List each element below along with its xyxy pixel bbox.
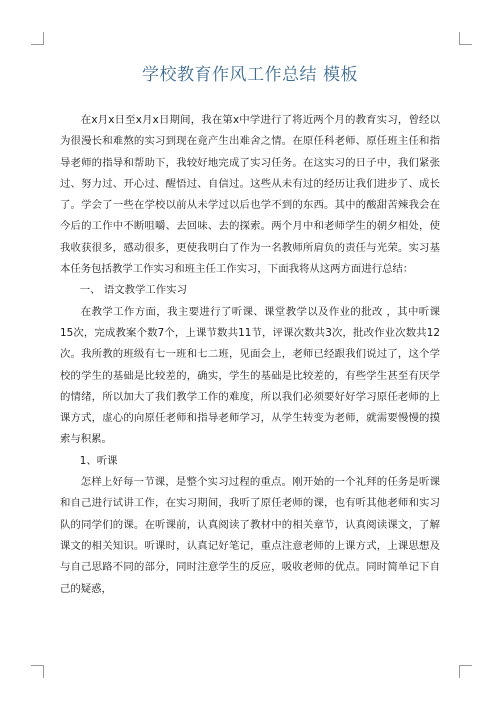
- crop-mark-bottom-right: [459, 665, 472, 678]
- crop-mark-bottom-left: [31, 665, 44, 678]
- lesson-observation-paragraph: 怎样上好每一节课，是整个实习过程的重点。刚开始的一个礼拜的任务是听课和自己进行试讲工作，在实习期间，我听了原任老师的课，也有听其他老师和实习队的同学们的课。在听课前，认真阅读了教材中的相关章节，认真阅读课文，了解课文的相关知识。听课时，认真记好笔记，重点注意老师的上课方式，上课思想及与自己思路不同的部分，同时注意学生的反应，吸收老师的优点。同时简单记下自己的疑惑，: [60, 476, 440, 595]
- section-heading-chinese-teaching: 一、 语文教学工作实习: [79, 284, 187, 297]
- subsection-heading-lesson-observation: 1、听课: [79, 454, 118, 467]
- document-title: 学校教育作风工作总结 模板: [142, 65, 358, 85]
- teaching-work-paragraph: 在教学工作方面，我主要进行了听课、课堂教学以及作业的批改 ，其中听课15次，完成教案个数7个，上课节数共11节，评课次数共3次，批改作业次数共12次。我所教的班级有七一班和七二班，见面会上，老师已经跟我们说过了，这个学校的学生的基础是比较差的，确实，学生的基础是比较差的，有些学生甚至有厌学的情绪，所以加大了我们教学工作的难度，所以我们必须要好好学习原任老师的上课方式，虚心的向原任老师和指导老师学习，从学生转变为老师，就需要慢慢的摸索与积累。: [60, 305, 440, 446]
- crop-mark-top-right: [459, 32, 472, 45]
- intro-paragraph: 在x月x日至x月x日期间，我在第x中学进行了将近两个月的教育实习，曾经以为很漫长和难熬的实习到现在竟产生出难舍之情。在原任科老师、原任班主任和指导老师的指导和帮助下，我较好地完成了实习任务。在这实习的日子中，我们紧张过、努力过、开心过、醒悟过、自信过。这些从未有过的经历让我们进步了、成长了。学会了一些在学校以前从未学过以后也学不到的东西。其中的酸甜苦辣我会在今后的工作中不断咀嚼、去回味、去的探索。两个月中和老师学生的朝夕相处，使我收获很多，感动很多，更使我明白了作为一名教师所肩负的责任与光荣。实习基本任务包括教学工作实习和班主任工作实习，下面我将从这两方面进行总结：: [60, 114, 440, 276]
- crop-mark-top-left: [31, 32, 44, 45]
- document-body: [60, 110, 440, 600]
